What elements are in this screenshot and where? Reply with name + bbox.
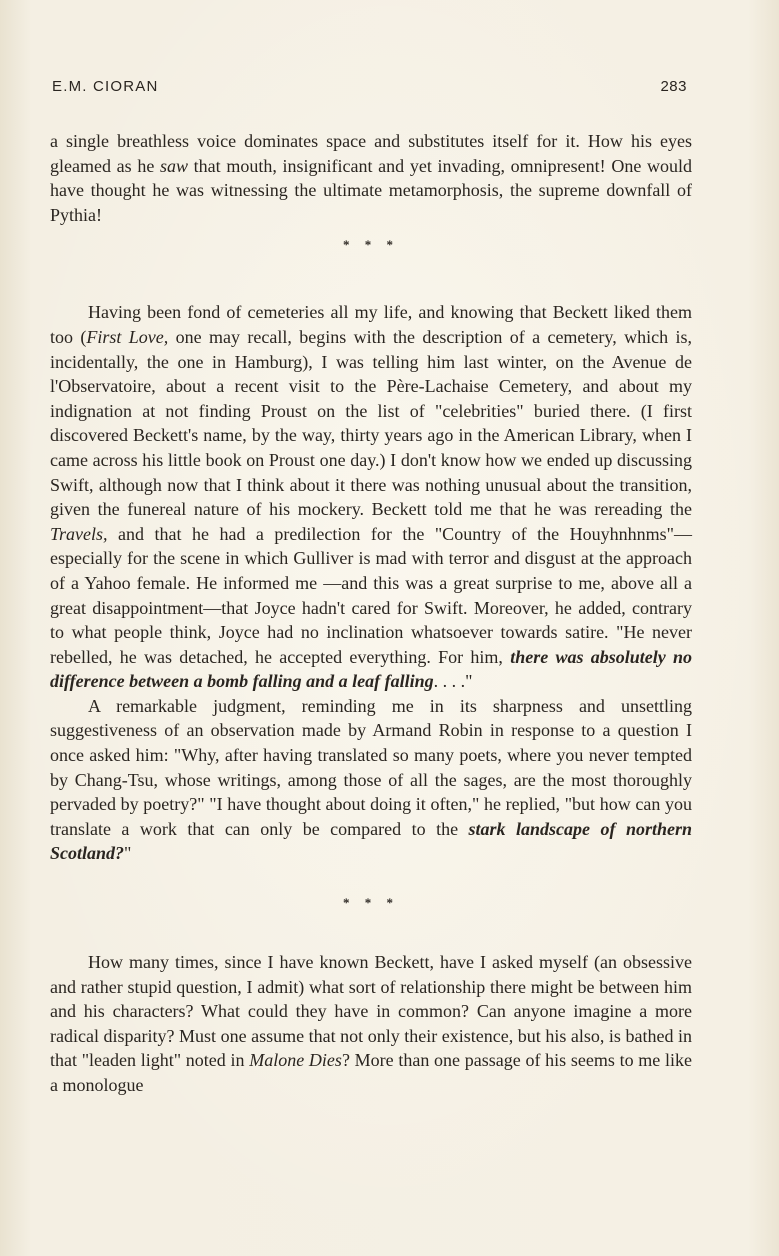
section-separator: * * *: [343, 895, 399, 911]
paragraph-4-text-2: ? More than one passage of his seems to me like a monologue: [50, 1050, 693, 1095]
body-text: [50, 129, 692, 1098]
paragraph-1-text-2: that mouth, insignificant and yet invading, omnipresent! One would have thought he was witnessing the ultimate metamorphosis, the supreme downfall of Pythia!: [50, 155, 692, 225]
paragraph-4: [50, 950, 692, 1098]
paragraph-1-text-1: a single breathless voice dominates space and substitutes itself for it. How his eyes gleamed as he: [50, 131, 692, 176]
paragraph-2-text-2: one may recall, begins with the description of a cemetery, which is, incidentally, the one in Hamburg), I was telling him last winter, on the Avenue de l'Observatoire, about a recent visit to the Père-Lachaise Cemetery, and about my indignation at not finding Proust on the list of "celebrities" buried there. (I first discovered Beckett's name, by the way, thirty years ago in the American Library, when I came across his little book on Proust one day.) I don't know how we ended up discussing Swift, although now that I think about it there was nothing unusual about the transition, given the funereal nature of his mockery. Beckett told me that he was rereading the: [50, 326, 692, 520]
section-separator: * * *: [343, 237, 399, 253]
running-head: [52, 78, 687, 102]
paragraph-4-italic-1: Malone Dies: [249, 1050, 342, 1071]
paragraph-2: [50, 300, 692, 694]
paragraph-2-italic-2: Travels,: [50, 523, 108, 544]
paragraph-2-text-3: and that he had a predilection for the "Country of the Houyhnhnms"—especially for the scene in which Gulliver is mad with terror and disgust at the approach of a Yahoo female. He informed me —and this was a great surprise to me, above all a great disappointment—that Joyce hadn't cared for Swift. Moreover, he added, contrary to what people think, Joyce had no inclination whatsoever towards satire. "He never rebelled, he was detached, he accepted everything. For him,: [50, 523, 692, 667]
paragraph-3-text-2: ": [124, 843, 132, 864]
paragraph-2-italic-3: there was absolutely no difference between a bomb falling and a leaf falling: [50, 646, 693, 692]
paragraph-3-text-1: A remarkable judgment, reminding me in its sharpness and unsettling suggestiveness of an observation made by Armand Robin in response to a question I once asked him: "Why, after having translated so many poets, where you never tempted by Chang-Tsu, whose writings, among those of all the sages, are the most thoroughly pervaded by poetry?" "I have thought about doing it often," he replied, "but how can you translate a work that can only be compared to the: [50, 695, 692, 839]
running-head-author: E.M. CIORAN: [52, 78, 159, 95]
paragraph-3: [50, 694, 692, 866]
paragraph-2-text-1: Having been fond of cemeteries all my life, and knowing that Beckett liked them too (: [50, 302, 692, 347]
page-number: 283: [660, 78, 687, 95]
paragraph-3-italic-1: stark landscape of northern Scotland?: [50, 818, 692, 864]
paragraph-1: [50, 129, 692, 227]
paragraph-4-text-1: How many times, since I have known Beckett, have I asked myself (an obsessive and rather stupid question, I admit) what sort of relationship there might be between him and his characters? What could they have in common? Can anyone imagine a more radical disparity? Must one assume that not only their existence, but his also, is bathed in that "leaden light" noted in: [50, 952, 692, 1071]
paragraph-2-italic-1: First Love,: [86, 326, 169, 347]
paragraph-1-italic-1: saw: [159, 155, 188, 176]
paragraph-2-text-4: . . . .": [433, 671, 473, 692]
